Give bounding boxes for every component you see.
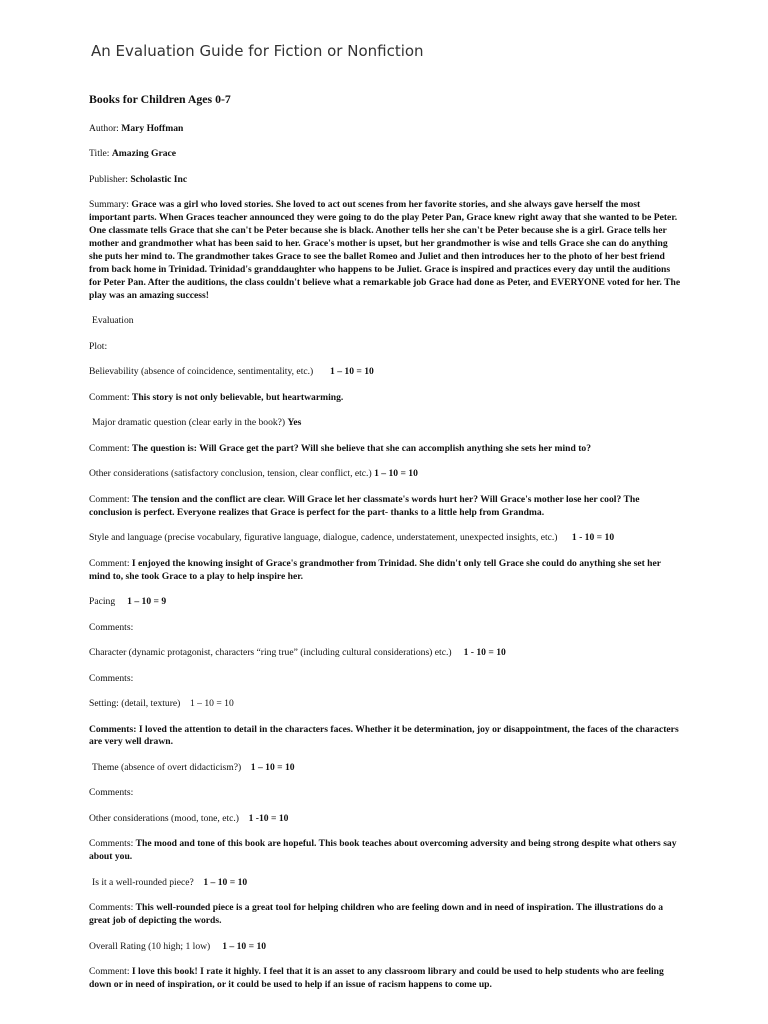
comment-label: Comment: [89, 966, 130, 978]
well-rounded-text: Is it a well-rounded piece? [92, 876, 194, 888]
author-value: Mary Hoffman [121, 122, 184, 134]
other-considerations-text: Other considerations (mood, tone, etc.) [89, 812, 239, 824]
well-rounded-score: 1 – 10 = 10 [203, 876, 248, 888]
comment-text: I enjoyed the knowing insight of Grace's grandmother from Trinidad. She didn't only tell Grace she could do anything she set her mind to, she took Grace to a play to help inspire her. [89, 557, 661, 582]
pacing-text: Pacing [89, 596, 116, 608]
believability-line [89, 366, 681, 379]
comment-label: Comment: [89, 442, 130, 454]
believability-text: Believability (absence of coincidence, sentimentality, etc.) [89, 366, 314, 378]
comment-text: This well-rounded piece is a great tool for helping children who are feeling down and in need of inspiration. The illustrations do a great job of depicting the words. [89, 902, 664, 927]
overall-rating-score: 1 – 10 = 10 [222, 940, 267, 952]
style-line [89, 532, 681, 545]
publisher-label: Publisher: [89, 173, 128, 185]
document-title: An Evaluation Guide for Fiction or Nonfiction [91, 42, 424, 60]
comment-tension [89, 494, 681, 520]
comment-label: Comment: [89, 493, 130, 505]
comment-text: I loved the attention to detail in the characters faces. Whether it be determination, joy or disappointment, the faces of the characters are very well drawn. [89, 723, 679, 748]
believability-score: 1 – 10 = 10 [330, 366, 374, 378]
comment-believability [89, 392, 681, 405]
comment-overall [89, 966, 681, 992]
comment-setting [89, 724, 681, 750]
theme-score: 1 – 10 = 10 [250, 761, 295, 773]
overall-rating-line [89, 941, 681, 954]
publisher-value: Scholastic Inc [130, 173, 188, 185]
summary-text: Grace was a girl who loved stories. She loved to act out scenes from her favorite stories, and she always gave herself the most important parts. When Graces teacher announced they were going to do the play Peter Pan, Grace knew right away that she wanted to be Peter. One classmate tells Grace that she can't be Peter because she is black. Another tells her she can't be Peter because she is a girl. Grace tells her mother and grandmother what has been said to her. Grace's mother is upset, but her grandmother is wise and tells Grace she can do anything she puts her mind to. The grandmother takes Grace to see the ballet Romeo and Juliet and then introduces her to the photo of her best friend from back home in Trinidad. Trinidad's granddaughter who happens to be Juliet. Grace is inspired and practices every day until the auditions for Peter Pan. After the auditions, the class couldn't believe what a remarkable job Grace had done as Peter, and EVERYONE voted for her. The play was an amazing success! [89, 199, 681, 301]
other-considerations-text: Other considerations (satisfactory conclusion, tension, clear conflict, etc.) [89, 468, 372, 480]
document-body [89, 93, 681, 1005]
section-heading: Books for Children Ages 0-7 [89, 92, 231, 106]
comment-label: Comments: [89, 838, 134, 850]
publisher-line [89, 174, 681, 187]
title-line [89, 148, 681, 161]
comment-text: I love this book! I rate it highly. I feel that it is an asset to any classroom library and could be used to help students who are feeling down or in need of inspiration, or it could be used to help if an issue of racism happens to come up. [89, 966, 664, 991]
comment-label: Comment: [89, 557, 130, 569]
comments-theme: Comments: [89, 787, 134, 799]
character-line [89, 647, 681, 660]
style-score: 1 - 10 = 10 [571, 532, 615, 544]
style-text: Style and language (precise vocabulary, figurative language, dialogue, cadence, understatement, unexpected insights, etc.) [89, 532, 558, 544]
theme-text: Theme (absence of overt didacticism?) [92, 761, 242, 773]
comment-well-rounded [89, 902, 681, 928]
comment-label: Comments: [89, 902, 134, 914]
setting-line [89, 698, 681, 711]
other-considerations-score: 1 – 10 = 10 [374, 468, 418, 480]
title-value: Amazing Grace [111, 148, 177, 160]
evaluation-heading: Evaluation [92, 315, 134, 327]
summary-paragraph [89, 199, 681, 302]
author-line [89, 123, 681, 136]
author-label: Author: [89, 122, 119, 134]
theme-line [89, 762, 681, 775]
comment-style [89, 558, 681, 584]
setting-score: 1 – 10 = 10 [189, 698, 234, 710]
character-text: Character (dynamic protagonist, characters “ring true” (including cultural considerations) etc.) [89, 647, 452, 659]
comment-text: The question is: Will Grace get the part? Will she believe that she can accomplish anything she sets her mind to? [131, 442, 592, 454]
major-question-answer: Yes [287, 417, 302, 429]
other-considerations-plot-line [89, 468, 681, 481]
plot-label: Plot: [89, 340, 108, 352]
comment-question [89, 443, 681, 456]
comment-label: Comment: [89, 391, 130, 403]
pacing-line [89, 596, 681, 609]
character-score: 1 - 10 = 10 [463, 647, 506, 659]
comment-text: The tension and the conflict are clear. Will Grace let her classmate's words hurt her? Will Grace's mother lose her cool? The conclusion is perfect. Everyone realizes that Grace is perfect for the part- thanks to a little help from Grandma. [89, 493, 640, 518]
comment-text: The mood and tone of this book are hopeful. This book teaches about overcoming adversity and being strong despite what others say about you. [89, 838, 677, 863]
comments-pacing: Comments: [89, 621, 134, 633]
well-rounded-line [89, 877, 681, 890]
other-considerations-score: 1 -10 = 10 [248, 812, 289, 824]
comment-mood [89, 838, 681, 864]
overall-rating-text: Overall Rating (10 high; 1 low) [89, 940, 211, 952]
major-question-line [89, 417, 681, 430]
summary-label: Summary: [89, 199, 129, 211]
title-label: Title: [89, 148, 110, 160]
setting-text: Setting: (detail, texture) [89, 698, 181, 710]
comment-text: This story is not only believable, but heartwarming. [131, 391, 344, 403]
pacing-score: 1 – 10 = 9 [127, 596, 167, 608]
comments-character: Comments: [89, 672, 134, 684]
comment-label: Comments: [89, 723, 137, 735]
other-considerations-mood-line [89, 813, 681, 826]
major-question-text: Major dramatic question (clear early in the book?) [92, 417, 286, 429]
